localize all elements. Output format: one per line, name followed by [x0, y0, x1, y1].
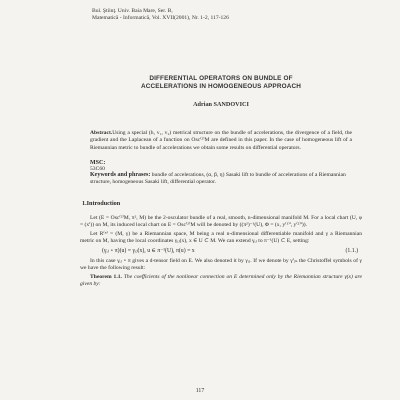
author: Adrian SANDOVICI [193, 101, 249, 109]
paragraph-1: Let (E = Osc⁽²⁾M, π², M) be the 2-osculator bundle of a real, smooth, n-dimensional manifold M. For a local chart (U, φ = (xⁱ)) on M, its induced local chart on E = Osc⁽²⁾M will be denoted by ((π²)⁻¹(U), Φ = (x, y⁽¹⁾ⁱ, y⁽²⁾ⁱ)). [80, 215, 362, 229]
title-line-1: DIFFERENTIAL OPERATORS ON BUNDLE OF [149, 74, 293, 82]
abstract [80, 130, 362, 152]
msc-code: 53C60 [90, 165, 105, 172]
theorem-text: The coefficients of the nonlinear connection on E determined only by the Riemannian structure γ(x) are given by: [80, 273, 362, 287]
journal-line-1: Bul. Ştiinţ. Univ. Baia Mare, Ser. B, [92, 8, 173, 14]
paragraph-2: Let R⁽ⁿ⁾ = (M, γ) be a Riemannian space, M being a real n-dimensional differentiable manifold and γ a Riemannian metric on M, having the local coordinates γᵢⱼ(x), x ∈ U ⊂ M. We can extend γᵢⱼ to π⁻¹(U) ⊂ E, setting: [80, 230, 362, 244]
keywords-label: Keywords and phrases: [90, 171, 151, 178]
equation-text: (γᵢⱼ ∘ π)(u) = γᵢⱼ(x), u ∈ π⁻¹(U), π(u) = x [102, 248, 195, 255]
abstract-label: Abstract. [90, 130, 113, 137]
journal-header [92, 8, 362, 23]
equation-number: (1.1.) [345, 248, 358, 255]
keywords [80, 172, 362, 186]
title-line-2: ACCELERATIONS IN HOMOGENEOUS APPROACH [141, 83, 301, 91]
keywords-text: bundle of accelerations, (α, β, η) Sasaki lift to bundle of accelerations of a Riemannian structure, homogeneous Sasaki lift, differential operator. [90, 171, 346, 186]
paragraph-3: In this case γᵢⱼ ∘ π gives a d-tensor field on E. We also denoted it by γᵢⱼ. If we denote by γⁱⱼₖ the Christoffel symbols of γ we have the following result: [80, 258, 362, 272]
theorem-label: Theorem 1.1. [90, 273, 122, 280]
body-text [80, 215, 362, 288]
section-heading: 1.Introduction [82, 200, 121, 208]
page-number: 117 [195, 388, 205, 394]
equation-1-1 [102, 248, 362, 255]
paper-title [80, 75, 362, 91]
journal-line-2: Matematică - Informatică, Vol. XVII(2001), Nr. 1-2, 117-126 [92, 15, 229, 22]
abstract-text: Using a special (h, v₁, v₂) metrical structure on the bundle of accelerations, the divergence of a field, the gradient and the Laplacean of a function on Osc⁽²⁾M are defined in this paper. In the case of homogeneous lift of a Riemannian metric to bundle of accelerations we obtain some results on differential operators. [90, 130, 352, 151]
theorem-1-1 [80, 274, 362, 288]
msc-label: MSC: [90, 159, 106, 166]
